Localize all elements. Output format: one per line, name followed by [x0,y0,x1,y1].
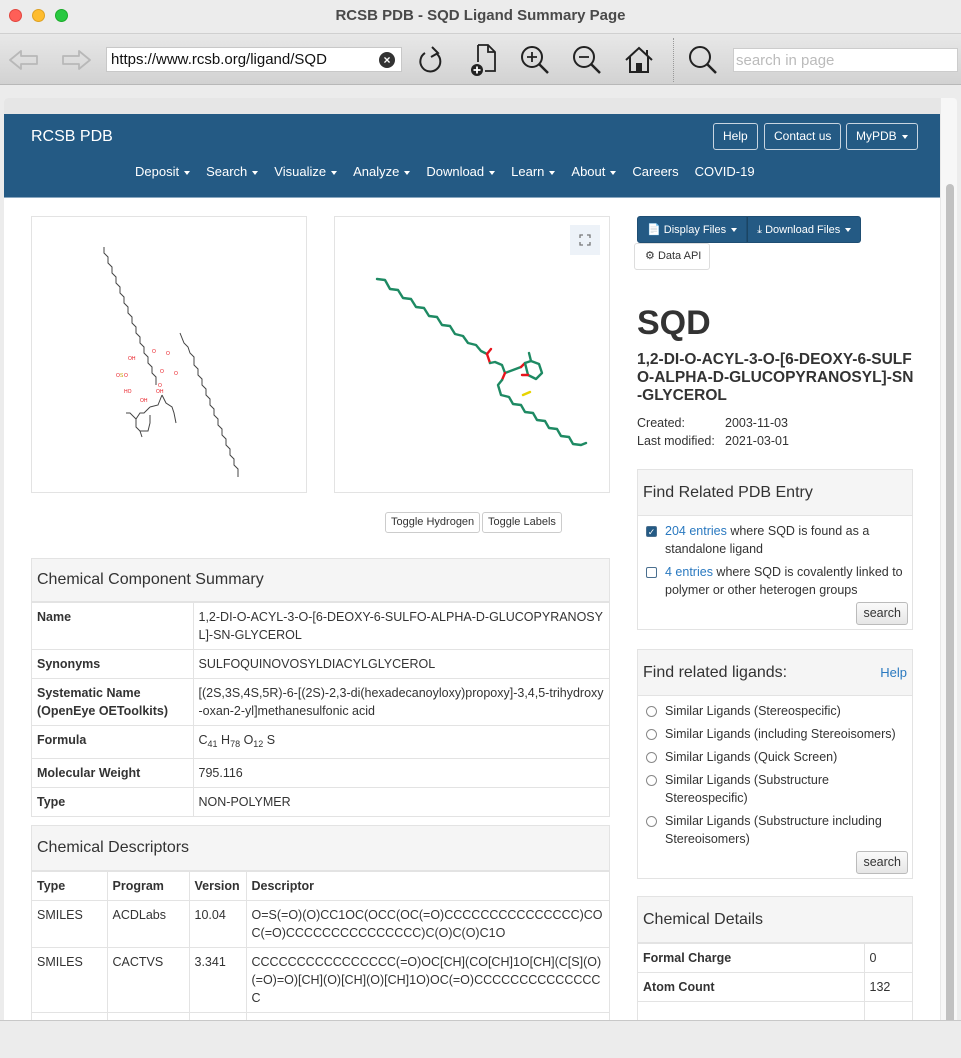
summary-label: Formula [32,726,193,759]
nav-item-deposit[interactable]: Deposit [135,164,190,179]
search-icon[interactable] [685,42,721,78]
summary-value: [(2S,3S,4S,5R)-6-[(2S)-2,3-di(hexadecanoyloxy)propoxy]-3,4,5-trihydroxy-oxan-2-yl]methanesulfonic acid [193,679,609,726]
descriptors-table [32,871,609,1020]
help-button[interactable]: Help [713,123,758,150]
site-logo[interactable]: RCSB PDB [31,128,113,145]
details-label: Atom Count [638,973,864,1002]
summary-value: 795.116 [193,759,609,788]
details-row [638,973,912,1002]
nav-item-about[interactable]: About [571,164,616,179]
created-date: 2003-11-03 [725,416,789,430]
entries-link[interactable]: 4 entries [665,565,713,579]
radio-button[interactable] [646,752,657,763]
nav-item-download[interactable]: Download [426,164,495,179]
zoom-in-icon[interactable] [517,42,553,78]
download-files-button[interactable]: ⤓ Download Files [747,216,861,243]
panel-title: Chemical Component Summary [32,559,609,602]
modified-row: Last modified: 2021-03-01 [637,434,789,448]
svg-text:O: O [116,373,120,379]
summary-value [193,726,609,759]
home-icon[interactable] [621,42,657,78]
clear-icon[interactable]: × [379,52,395,68]
ligand-3d-viewer[interactable] [334,216,610,493]
page-viewport [4,98,957,1020]
forward-arrow-icon[interactable] [58,42,94,78]
file-actions [637,216,861,243]
3d-molecule-render [335,217,609,492]
url-input[interactable] [106,47,402,72]
2d-structure-drawing [32,217,306,492]
panel-title: Chemical Details [638,897,912,943]
descriptor-cell: CCCCCCCCCCCCCCCC(=O)OC[CH](CO[CH]1O[CH](C[S](O)(=O)=O)[CH](O)[CH](O)[CH]1O)OC(=O)CCCCCCCCCCCCCCC [246,948,609,1013]
data-api-button[interactable]: ⚙ Data API [634,243,710,270]
nav-item-covid-19[interactable]: COVID-19 [694,164,755,179]
formula-element: S [266,733,276,747]
similar-ligands-option[interactable]: Similar Ligands (Substructure Stereospecific) [638,771,912,807]
maximize-window-button[interactable] [55,9,68,22]
browser-toolbar [0,33,961,85]
chemical-details-panel [637,896,913,1020]
radio-button[interactable] [646,816,657,827]
checkbox[interactable]: ✓ [647,526,656,537]
summary-table [32,602,609,816]
ligand-name-heading: 1,2-DI-O-ACYL-3-O-[6-DEOXY-6-SULFO-ALPHA-D-GLUCOPYRANOSYL]-SN-GLYCEROL [637,351,914,404]
descriptor-cell: SMILES [32,948,107,1013]
reload-icon[interactable] [413,42,449,78]
search-placeholder: search in page [736,52,835,69]
nav-item-careers[interactable]: Careers [632,164,679,179]
chemical-details-table [638,943,912,1020]
fullscreen-icon[interactable] [570,225,600,255]
similar-ligands-option[interactable]: Similar Ligands (Quick Screen) [638,748,912,766]
descriptor-row [32,901,609,948]
svg-text:O: O [152,349,156,355]
radio-button[interactable] [646,775,657,786]
new-document-icon[interactable] [465,42,501,78]
caret-down-icon [549,171,555,175]
svg-text:OH: OH [140,398,148,404]
caret-down-icon [731,228,737,232]
similar-ligands-option[interactable]: Similar Ligands (Substructure including Stereoisomers) [638,812,912,848]
svg-text:O: O [166,351,170,357]
caret-down-icon [331,171,337,175]
nav-item-visualize[interactable]: Visualize [274,164,337,179]
mypdb-button[interactable]: MyPDB [846,123,918,150]
modified-date: 2021-03-01 [725,434,789,448]
summary-label: Name [32,603,193,650]
summary-row [32,788,609,817]
caret-down-icon [184,171,190,175]
caret-down-icon [902,135,908,139]
svg-text:HO: HO [124,389,132,395]
file-icon: 📄 [647,224,661,236]
formula-element: H [221,733,231,747]
page-scrollbar[interactable] [940,98,957,1020]
caret-down-icon [610,171,616,175]
contact-us-button[interactable]: Contact us [764,123,841,150]
close-window-button[interactable] [9,9,22,22]
svg-text:OH: OH [128,356,136,362]
display-files-button[interactable]: 📄 Display Files [637,216,747,243]
ligand-2d-structure [31,216,307,493]
related-entry-option: ✓ 204 entries where SQD is found as a standalone ligand [647,524,870,556]
svg-text:O: O [124,373,128,379]
created-row: Created: 2003-11-03 [637,416,789,430]
gear-icon: ⚙ [645,250,655,262]
minimize-window-button[interactable] [32,9,45,22]
descriptor-cell: O=S(=O)(O)CC1OC(OCC(OC(=O)CCCCCCCCCCCCCCC)COC(=O)CCCCCCCCCCCCCCC)C(O)C(O)C1O [246,901,609,948]
summary-value: SULFOQUINOVOSYLDIACYLGLYCEROL [193,650,609,679]
entries-link[interactable]: 204 entries [665,524,727,538]
descriptor-cell: SMILES [32,901,107,948]
status-bar [0,1020,961,1058]
svg-text:O: O [160,369,164,375]
descriptor-cell: 10.04 [189,901,246,948]
toolbar-separator [673,38,674,82]
zoom-out-icon[interactable] [569,42,605,78]
formula-element: C [198,733,208,747]
download-icon: ⤓ [757,224,762,236]
formula-count: 78 [230,739,241,749]
formula-element: O [243,733,254,747]
caret-down-icon [252,171,258,175]
related-entries-search-button[interactable]: search [856,602,908,625]
checkbox[interactable] [646,567,657,578]
caret-down-icon [489,171,495,175]
window-title: RCSB PDB - SQD Ligand Summary Page [335,7,626,24]
column-header: Program [107,872,189,901]
column-header: Descriptor [246,872,609,901]
descriptor-cell: CACTVS [107,948,189,1013]
summary-value: NON-POLYMER [193,788,609,817]
similar-ligands-option[interactable]: Similar Ligands (including Stereoisomers) [638,725,912,743]
related-entry-option: 4 entries where SQD is covalently linked to polymer or other heterogen groups [638,563,912,599]
summary-label: Systematic Name (OpenEye OEToolkits) [32,679,193,726]
nav-item-analyze[interactable]: Analyze [353,164,410,179]
nav-item-learn[interactable]: Learn [511,164,555,179]
title-bar [0,0,961,32]
svg-text:OH: OH [156,389,164,395]
descriptor-row-partial [32,1013,609,1021]
main-menu [135,164,771,179]
back-arrow-icon[interactable] [6,42,42,78]
panel-title: Find related ligands: [643,663,788,681]
url-text: https://www.rcsb.org/ligand/SQD [111,51,327,68]
summary-label: Molecular Weight [32,759,193,788]
toggle-labels-button[interactable]: Toggle Labels [482,512,562,533]
scrollbar-thumb[interactable] [946,184,954,1020]
summary-row [32,603,609,650]
svg-text:O: O [158,383,162,389]
summary-label: Synonyms [32,650,193,679]
details-label: Formal Charge [638,944,864,973]
toggle-hydrogen-button[interactable]: Toggle Hydrogen [385,512,480,533]
summary-row [32,679,609,726]
panel-title: Find Related PDB Entry [638,470,912,516]
chemical-descriptors-panel [31,825,610,1020]
ligand-id-heading: SQD [637,304,711,342]
radio-button[interactable] [646,729,657,740]
summary-label: Type [32,788,193,817]
descriptor-row [32,948,609,1013]
search-in-page-input[interactable] [733,48,958,72]
descriptor-cell: ACDLabs [107,901,189,948]
svg-text:S: S [120,373,124,379]
details-row [638,944,912,973]
summary-row [32,759,609,788]
similar-ligands-option[interactable]: Similar Ligands (Stereospecific) [638,702,912,720]
column-header: Type [32,872,107,901]
formula-count: 41 [207,739,218,749]
radio-button[interactable] [646,706,657,717]
panel-title: Chemical Descriptors [32,826,609,871]
related-ligands-search-button[interactable]: search [856,851,908,874]
site-navbar [4,114,940,198]
details-value: 0 [864,944,912,973]
summary-row [32,726,609,759]
nav-item-search[interactable]: Search [206,164,258,179]
help-link[interactable]: Help [880,665,907,680]
svg-text:O: O [174,371,178,377]
related-ligands-panel [637,649,913,879]
caret-down-icon [404,171,410,175]
summary-value: 1,2-DI-O-ACYL-3-O-[6-DEOXY-6-SULFO-ALPHA-D-GLUCOPYRANOSYL]-SN-GLYCEROL [193,603,609,650]
summary-row [32,650,609,679]
caret-down-icon [845,228,851,232]
descriptor-cell: 3.341 [189,948,246,1013]
column-header: Version [189,872,246,901]
details-value: 132 [864,973,912,1002]
chemical-component-summary-panel [31,558,610,817]
formula-count: 12 [253,739,264,749]
related-entries-panel [637,469,913,630]
